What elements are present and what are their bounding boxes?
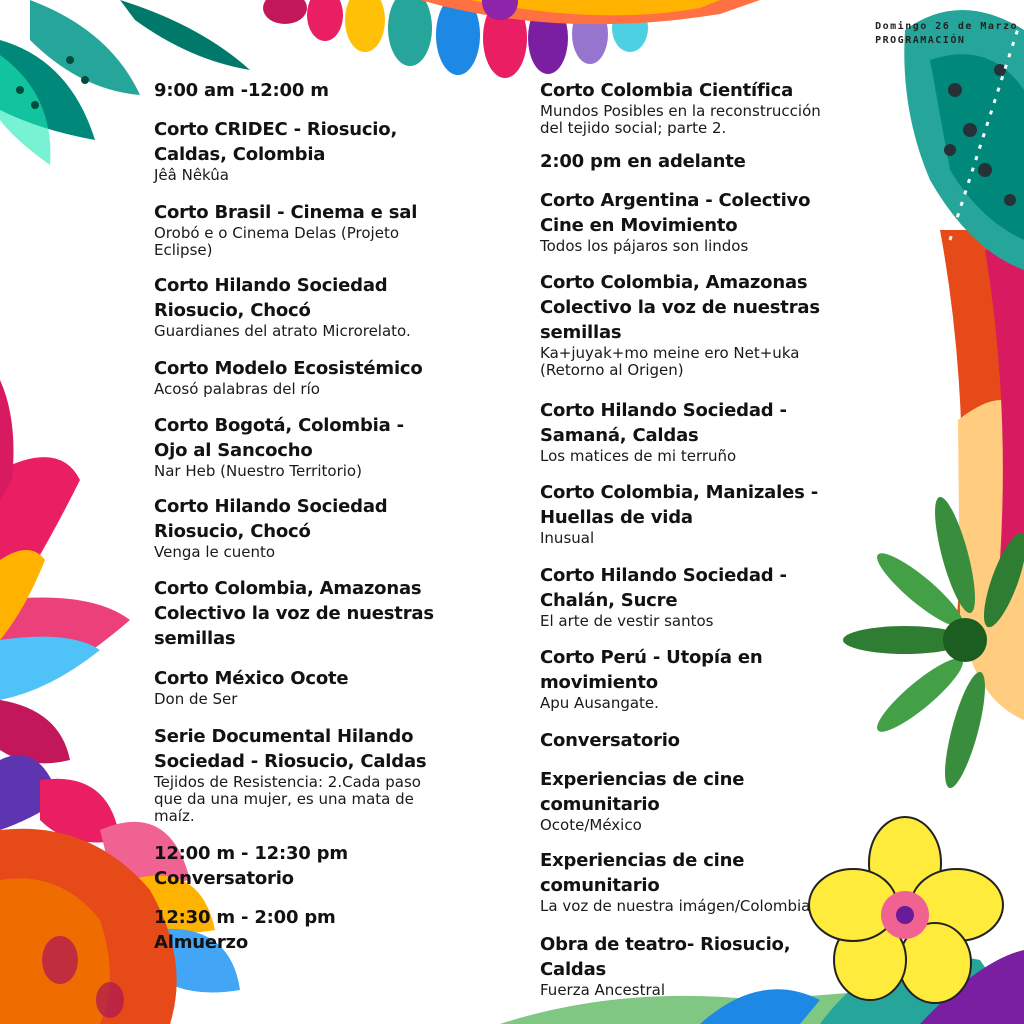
schedule-item-title: Colectivo la voz de nuestras: [540, 297, 820, 318]
schedule-item-subtitle: Ocote/México: [540, 816, 642, 834]
schedule-item-subtitle: La voz de nuestra imágen/Colombia: [540, 897, 811, 915]
schedule-item: [540, 480, 818, 547]
schedule-item-title: Corto Modelo Ecosistémico: [154, 358, 423, 379]
schedule-item-title: Almuerzo: [154, 932, 248, 953]
schedule-item-subtitle: Guardianes del atrato Microrelato.: [154, 322, 411, 340]
schedule-item-title: Corto Colombia, Amazonas: [540, 272, 808, 293]
schedule-item: [540, 270, 820, 379]
schedule-item-title: Conversatorio: [154, 868, 294, 889]
schedule-item-subtitle: (Retorno al Origen): [540, 361, 684, 379]
schedule-item-title: Chalán, Sucre: [540, 590, 678, 611]
schedule-item: [540, 645, 762, 712]
schedule-item-title: Corto Hilando Sociedad -: [540, 565, 787, 586]
schedule-item-title: Corto Perú - Utopía en: [540, 647, 763, 668]
schedule-item: [154, 413, 404, 480]
schedule-item-title: 2:00 pm en adelante: [540, 151, 746, 172]
schedule-item: [540, 563, 787, 630]
schedule-item-title: movimiento: [540, 672, 658, 693]
schedule-item: [154, 200, 417, 259]
header: [875, 20, 1018, 48]
schedule-item: [154, 666, 348, 708]
schedule-item: [154, 724, 426, 825]
schedule-item-title: Corto Bogotá, Colombia -: [154, 415, 404, 436]
schedule-item-title: Ojo al Sancocho: [154, 440, 313, 461]
schedule-item-subtitle: Orobó e o Cinema Delas (Projeto: [154, 224, 400, 242]
schedule-item: [154, 494, 387, 561]
schedule-item-title: semillas: [154, 628, 236, 649]
right-plant-icon: [904, 10, 1024, 720]
schedule-item-title: Corto Colombia Científica: [540, 80, 794, 101]
header-date: Domingo 26 de Marzo: [875, 21, 1018, 32]
schedule-item-title: Cine en Movimiento: [540, 215, 738, 236]
top-flower-icon: [263, 0, 760, 78]
schedule-item: [154, 117, 397, 184]
schedule-item-subtitle: Inusual: [540, 529, 595, 547]
schedule-item: [154, 273, 411, 340]
schedule-item-subtitle: Los matices de mi terruño: [540, 447, 737, 465]
schedule-item-title: Conversatorio: [540, 730, 680, 751]
schedule-item: [154, 78, 329, 103]
schedule-item-subtitle: Tejidos de Resistencia: 2.Cada paso: [154, 773, 421, 791]
schedule-item: [540, 848, 810, 915]
schedule-item-title: Corto Colombia, Amazonas: [154, 578, 422, 599]
header-label: PROGRAMACIÓN: [875, 35, 966, 46]
schedule-item-title: Caldas: [540, 959, 607, 980]
schedule-item: [540, 188, 810, 255]
schedule-item-title: 9:00 am -12:00 m: [154, 80, 329, 101]
schedule-item: [154, 841, 348, 891]
schedule-item: [540, 728, 680, 753]
schedule-item-subtitle: Apu Ausangate.: [540, 694, 659, 712]
schedule-item-title: Sociedad - Riosucio, Caldas: [154, 751, 427, 772]
schedule-item: [154, 576, 434, 651]
schedule-item-title: Samaná, Caldas: [540, 425, 699, 446]
schedule-item: [540, 149, 746, 174]
schedule-item-title: 12:30 m - 2:00 pm: [154, 907, 336, 928]
schedule-item-subtitle: Don de Ser: [154, 690, 238, 708]
schedule-item-title: Corto Hilando Sociedad: [154, 496, 388, 517]
schedule-item-title: Experiencias de cine: [540, 850, 745, 871]
schedule-item: [540, 932, 790, 999]
schedule-item-title: Corto México Ocote: [154, 668, 349, 689]
schedule-item: [154, 905, 336, 955]
schedule-item-subtitle: Jêâ Nêkûa: [154, 166, 229, 184]
schedule-item-title: Caldas, Colombia: [154, 144, 326, 165]
schedule-item: [540, 767, 744, 834]
schedule-item: [154, 356, 423, 398]
schedule-item-title: Corto Colombia, Manizales -: [540, 482, 818, 503]
schedule-item: [540, 398, 787, 465]
schedule-item-title: 12:00 m - 12:30 pm: [154, 843, 348, 864]
schedule-item-title: semillas: [540, 322, 622, 343]
schedule-item-subtitle: que da una mujer, es una mata de: [154, 790, 414, 808]
schedule-item-subtitle: Fuerza Ancestral: [540, 981, 666, 999]
schedule-item-title: Corto Hilando Sociedad: [154, 275, 388, 296]
schedule-item-subtitle: del tejido social; parte 2.: [540, 119, 727, 137]
schedule-item-subtitle: Todos los pájaros son lindos: [540, 237, 749, 255]
schedule-item-title: Colectivo la voz de nuestras: [154, 603, 434, 624]
schedule-item-subtitle: Venga le cuento: [154, 543, 276, 561]
schedule-item-title: Huellas de vida: [540, 507, 693, 528]
schedule-item-title: Corto CRIDEC - Riosucio,: [154, 119, 398, 140]
schedule-item-title: Riosucio, Chocó: [154, 300, 311, 321]
schedule-item-subtitle: Ka+juyak+mo meine ero Net+uka: [540, 344, 800, 362]
schedule-item-subtitle: Mundos Posibles en la reconstrucción: [540, 102, 821, 120]
schedule-item-title: Serie Documental Hilando: [154, 726, 414, 747]
schedule-item: [540, 78, 821, 137]
left-leaves-icon: [0, 380, 130, 763]
schedule-item-title: Experiencias de cine: [540, 769, 745, 790]
schedule-item-subtitle: Eclipse): [154, 241, 213, 259]
schedule-item-title: comunitario: [540, 875, 660, 896]
schedule-item-title: Corto Argentina - Colectivo: [540, 190, 811, 211]
schedule-item-title: Corto Hilando Sociedad -: [540, 400, 787, 421]
schedule-item-title: Obra de teatro- Riosucio,: [540, 934, 791, 955]
schedule-item-subtitle: El arte de vestir santos: [540, 612, 714, 630]
schedule-item-title: comunitario: [540, 794, 660, 815]
schedule-item-subtitle: maíz.: [154, 807, 195, 825]
schedule-item-subtitle: Acosó palabras del río: [154, 380, 320, 398]
schedule-item-subtitle: Nar Heb (Nuestro Territorio): [154, 462, 362, 480]
schedule-item-title: Corto Brasil - Cinema e sal: [154, 202, 418, 223]
schedule-item-title: Riosucio, Chocó: [154, 521, 311, 542]
